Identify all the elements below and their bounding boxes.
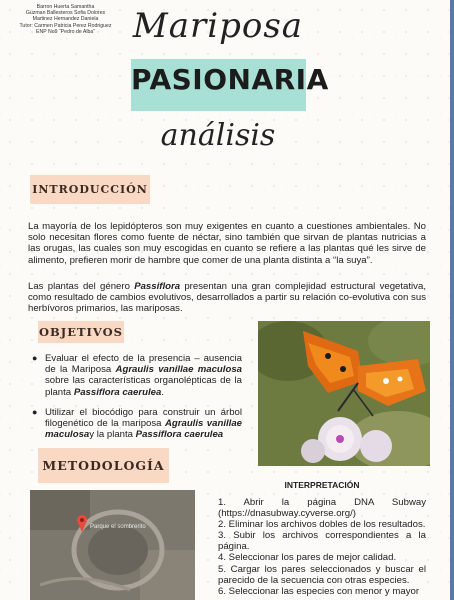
text-run: sobre las características organolépticas de la planta [45,375,242,398]
list-item: 1. Abrir la página DNA Subway (https://dnasubway.cyverse.org/) [218,497,426,520]
intro-paragraph-1: La mayoría de los lepidópteros son muy exigentes en cuanto a cuestiones ambientales. No solo necesitan flores como fuente de néctar, sino también que sirvan de plantas nutricias a las orugas, las cuales son muy escogidas en cuanto se refiere a las plantas qué les sirve de alimento, prefieren morir de hambre que comer de una planta distinta a “la suya”. [28,221,426,266]
species-name: Agraulis vanillae maculosa [45,418,243,441]
interpretacion-heading: INTERPRETACIÓN [284,480,360,490]
map-label: Parque el sombrerito [90,524,146,530]
list-item [32,407,242,441]
text-run: y la planta [89,429,136,441]
author-line: Barron Huerta Samantha [36,4,95,10]
list-item: 2. Eliminar los archivos dobles de los resultados. [218,519,426,531]
text-run: Evaluar el efecto de la presencia – ausencia de la Mariposa [45,353,242,376]
title-main: PASIONARIA [131,63,329,96]
satellite-map [30,490,195,600]
species-name: Passiflora caerulea [135,429,224,441]
list-item: 4. Seleccionar los pares de mejor calidad. [218,552,397,564]
text-run: . [161,386,164,398]
text-run: Las plantas del género [28,281,135,292]
author-line: Guzman Ballesteros Sofia Dolores [25,10,106,17]
butterfly-illustration [258,321,430,466]
metodologia-heading: METODOLOGÍA [38,448,169,483]
authors-block [3,4,128,35]
bullet-icon: ● [32,353,38,363]
author-line: Martinez Hernandez Daniela [32,16,99,23]
intro-paragraph-2 [28,281,426,315]
genus-name: Passiflora [134,281,181,292]
butterfly-photo [258,321,430,466]
title-script-top: Mariposa [132,6,304,46]
list-item [32,353,242,398]
bullet-icon: ● [32,406,38,417]
species-name: Agraulis vanillae maculosa [115,364,242,376]
list-item: 6. Seleccionar las especies con menor y mayor [218,585,420,597]
objetivos-list [32,353,242,449]
objetivos-heading: OBJETIVOS [38,321,124,343]
satellite-map-illustration [30,490,195,600]
interpretacion-steps [218,497,426,597]
list-item: 3. Subir los archivos correspondientes a la página. [218,530,426,553]
introduccion-heading: INTRODUCCIÓN [30,175,150,204]
text-run: Utilizar el biocódigo para construir un árbol filogenético de la mariposa [45,406,242,430]
right-edge-strip [450,0,454,600]
school-line: ENP No9 “Pedro de Alba” [35,28,96,35]
list-item: 5. Cargar los pares seleccionados y buscar el parecido de la secuencia con otras especies. [218,563,426,586]
species-name: Passiflora caerulea [73,386,162,398]
title-script-bottom: análisis [160,118,276,153]
text-run: presentan una gran complejidad estructural vegetativa, como resultado de cambios evolutivos, desarrollados a partir su relación co-evolutiva con sus herbívoros primarios, las mariposas. [28,281,426,315]
tutor-line: Tutor: Carmen Patricia Perez Rodriguez [19,22,112,29]
